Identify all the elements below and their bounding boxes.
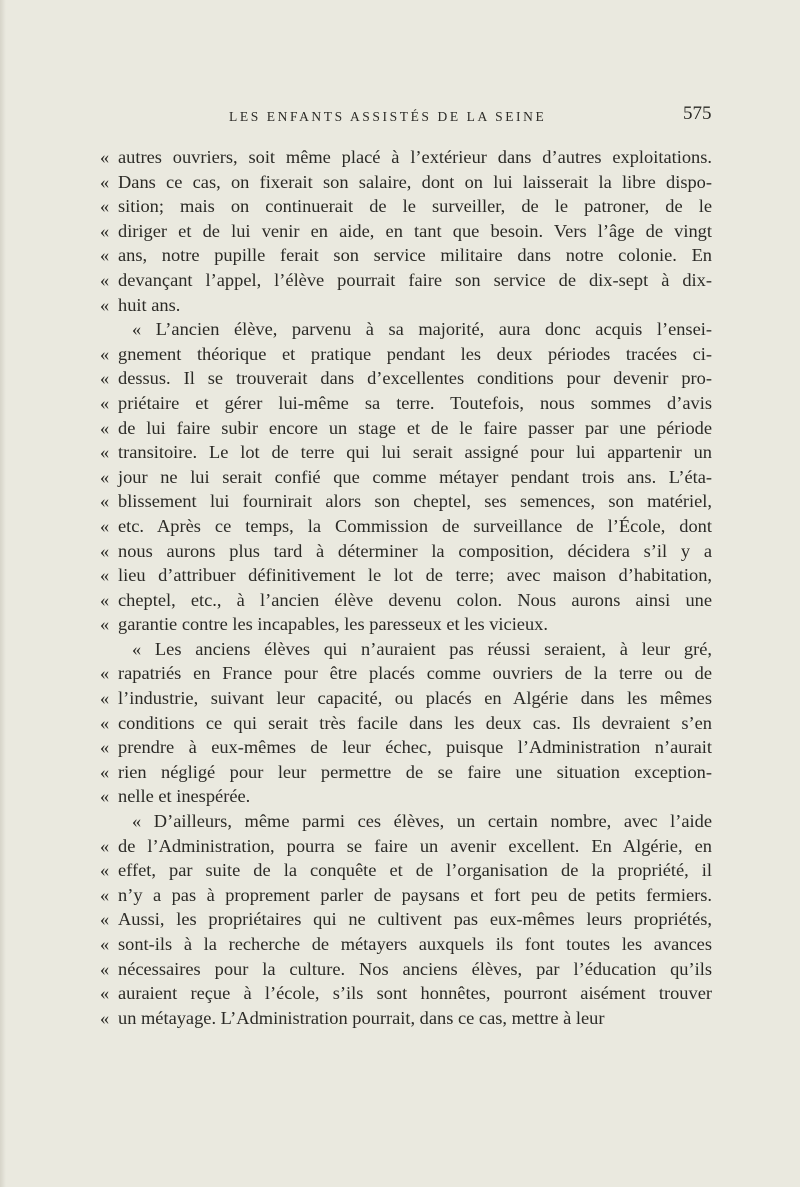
text-line bbox=[100, 858, 712, 883]
guillemet-marker: « bbox=[100, 860, 110, 881]
guillemet-marker: « bbox=[100, 589, 110, 610]
guillemet-marker: « bbox=[100, 688, 110, 709]
text-line bbox=[100, 342, 712, 367]
text-line bbox=[100, 219, 712, 244]
text-line bbox=[100, 686, 712, 711]
line-text: diriger et de lui venir en aide, en tant que besoin. Vers l’âge de vingt bbox=[118, 220, 712, 241]
guillemet-marker: « bbox=[100, 761, 110, 782]
line-text: autres ouvriers, soit même placé à l’extérieur dans d’autres exploitations. bbox=[118, 147, 712, 167]
line-text: Dans ce cas, on fixerait son salaire, dont on lui laisserait la libre dispo- bbox=[118, 171, 712, 192]
text-line bbox=[100, 514, 712, 539]
line-text: « L’ancien élève, parvenu à sa majorité, aura donc acquis l’ensei- bbox=[132, 319, 712, 340]
text-line bbox=[100, 834, 712, 859]
line-text: gnement théorique et pratique pendant les deux périodes tracées ci- bbox=[118, 343, 712, 364]
guillemet-marker: « bbox=[100, 491, 110, 512]
line-text: blissement lui fournirait alors son cheptel, ses semences, son matériel, bbox=[118, 491, 712, 512]
guillemet-marker: « bbox=[100, 983, 110, 1004]
line-text: de l’Administration, pourra se faire un avenir excellent. En Algérie, en bbox=[118, 835, 712, 856]
line-text: Aussi, les propriétaires qui ne cultivent pas eux-mêmes leurs propriétés, bbox=[118, 909, 712, 930]
text-line bbox=[100, 809, 712, 834]
text-line bbox=[100, 416, 712, 441]
text-line bbox=[100, 440, 712, 465]
text-line bbox=[100, 243, 712, 268]
line-text: transitoire. Le lot de terre qui lui serait assigné pour lui appartenir un bbox=[118, 442, 712, 463]
guillemet-marker: « bbox=[100, 220, 110, 241]
text-line bbox=[100, 145, 712, 170]
line-text: etc. Après ce temps, la Commission de surveillance de l’École, dont bbox=[118, 515, 712, 536]
page-number: 575 bbox=[683, 103, 712, 124]
line-text: rien négligé pour leur permettre de se faire une situation exception- bbox=[118, 761, 712, 782]
guillemet-marker: « bbox=[100, 417, 110, 438]
guillemet-marker: « bbox=[100, 884, 110, 905]
line-text: sont-ils à la recherche de métayers auxquels ils font toutes les avances bbox=[118, 934, 712, 954]
guillemet-marker: « bbox=[100, 909, 110, 930]
guillemet-marker: « bbox=[100, 565, 110, 586]
line-text: de lui faire subir encore un stage et de le faire passer par une période bbox=[118, 417, 712, 438]
text-line bbox=[100, 735, 712, 760]
line-text: effet, par suite de la conquête et de l’organisation de la propriété, il bbox=[118, 860, 712, 881]
text-line bbox=[100, 293, 712, 318]
text-line bbox=[100, 612, 712, 637]
text-line bbox=[100, 317, 712, 342]
guillemet-marker: « bbox=[100, 663, 110, 684]
text-line bbox=[100, 932, 712, 957]
guillemet-marker: « bbox=[100, 786, 110, 807]
line-text: nous aurons plus tard à déterminer la composition, décidera s’il y a bbox=[118, 540, 712, 561]
text-line bbox=[100, 760, 712, 785]
guillemet-marker: « bbox=[100, 196, 110, 217]
guillemet-marker: « bbox=[100, 294, 110, 315]
line-text: cheptel, etc., à l’ancien élève devenu colon. Nous aurons ainsi une bbox=[118, 589, 712, 610]
line-text: n’y a pas à proprement parler de paysans et fort peu de petits fermiers. bbox=[118, 884, 712, 905]
guillemet-marker: « bbox=[100, 1007, 110, 1028]
text-line bbox=[100, 784, 712, 809]
line-text: nelle et inespérée. bbox=[118, 786, 251, 807]
guillemet-marker: « bbox=[100, 442, 110, 463]
guillemet-marker: « bbox=[100, 614, 110, 635]
line-text: « Les anciens élèves qui n’auraient pas réussi seraient, à leur gré, bbox=[132, 638, 712, 659]
text-line bbox=[100, 539, 712, 564]
guillemet-marker: « bbox=[100, 934, 110, 954]
line-text: conditions ce qui serait très facile dans les deux cas. Ils devraient s’en bbox=[118, 712, 712, 733]
text-line bbox=[100, 637, 712, 662]
line-text: huit ans. bbox=[118, 294, 181, 315]
text-line bbox=[100, 661, 712, 686]
text-line bbox=[100, 268, 712, 293]
line-text: rapatriés en France pour être placés comme ouvriers de la terre ou de bbox=[118, 663, 712, 684]
line-text: sition; mais on continuerait de le surveiller, de le patroner, de le bbox=[118, 196, 712, 217]
guillemet-marker: « bbox=[100, 712, 110, 733]
guillemet-marker: « bbox=[100, 958, 110, 979]
guillemet-marker: « bbox=[100, 269, 110, 290]
text-line bbox=[100, 1006, 712, 1031]
guillemet-marker: « bbox=[100, 540, 110, 561]
guillemet-marker: « bbox=[100, 368, 110, 389]
text-line bbox=[100, 465, 712, 490]
line-text: l’industrie, suivant leur capacité, ou placés en Algérie dans les mêmes bbox=[118, 688, 712, 709]
page-header bbox=[0, 103, 800, 133]
guillemet-marker: « bbox=[100, 343, 110, 364]
line-text: « D’ailleurs, même parmi ces élèves, un certain nombre, avec l’aide bbox=[132, 811, 712, 832]
text-line bbox=[100, 194, 712, 219]
guillemet-marker: « bbox=[100, 466, 110, 487]
line-text: priétaire et gérer lui-même sa terre. Toutefois, nous sommes d’avis bbox=[118, 392, 712, 413]
line-text: nécessaires pour la culture. Nos anciens élèves, par l’éducation qu’ils bbox=[118, 958, 712, 979]
line-text: ans, notre pupille ferait son service militaire dans notre colonie. En bbox=[118, 245, 712, 266]
line-text: auraient reçue à l’école, s’ils sont honnêtes, pourront aisément trouver bbox=[118, 983, 712, 1004]
text-line bbox=[100, 489, 712, 514]
guillemet-marker: « bbox=[100, 147, 110, 167]
text-line bbox=[100, 957, 712, 982]
text-line bbox=[100, 588, 712, 613]
line-text: un métayage. L’Administration pourrait, dans ce cas, mettre à leur bbox=[118, 1007, 605, 1028]
guillemet-marker: « bbox=[100, 171, 110, 192]
guillemet-marker: « bbox=[100, 245, 110, 266]
guillemet-marker: « bbox=[100, 392, 110, 413]
line-text: lieu d’attribuer définitivement le lot de terre; avec maison d’habitation, bbox=[118, 565, 712, 586]
line-text: dessus. Il se trouverait dans d’excellentes conditions pour devenir pro- bbox=[118, 368, 712, 389]
guillemet-marker: « bbox=[100, 835, 110, 856]
guillemet-marker: « bbox=[100, 737, 110, 758]
line-text: devançant l’appel, l’élève pourrait faire son service de dix-sept à dix- bbox=[118, 269, 712, 290]
line-text: prendre à eux-mêmes de leur échec, puisque l’Administration n’aurait bbox=[118, 737, 712, 758]
line-text: jour ne lui serait confié que comme métayer pendant trois ans. L’éta- bbox=[118, 466, 712, 487]
text-line bbox=[100, 563, 712, 588]
text-line bbox=[100, 907, 712, 932]
text-line bbox=[100, 170, 712, 195]
running-title: LES ENFANTS ASSISTÉS DE LA SEINE bbox=[229, 109, 547, 124]
text-line bbox=[100, 366, 712, 391]
line-text: garantie contre les incapables, les paresseux et les vicieux. bbox=[118, 614, 548, 635]
text-line bbox=[100, 391, 712, 416]
body-text bbox=[100, 145, 712, 1030]
text-line bbox=[100, 711, 712, 736]
page-edge-shadow bbox=[0, 0, 6, 1187]
text-line bbox=[100, 981, 712, 1006]
text-line bbox=[100, 883, 712, 908]
guillemet-marker: « bbox=[100, 515, 110, 536]
